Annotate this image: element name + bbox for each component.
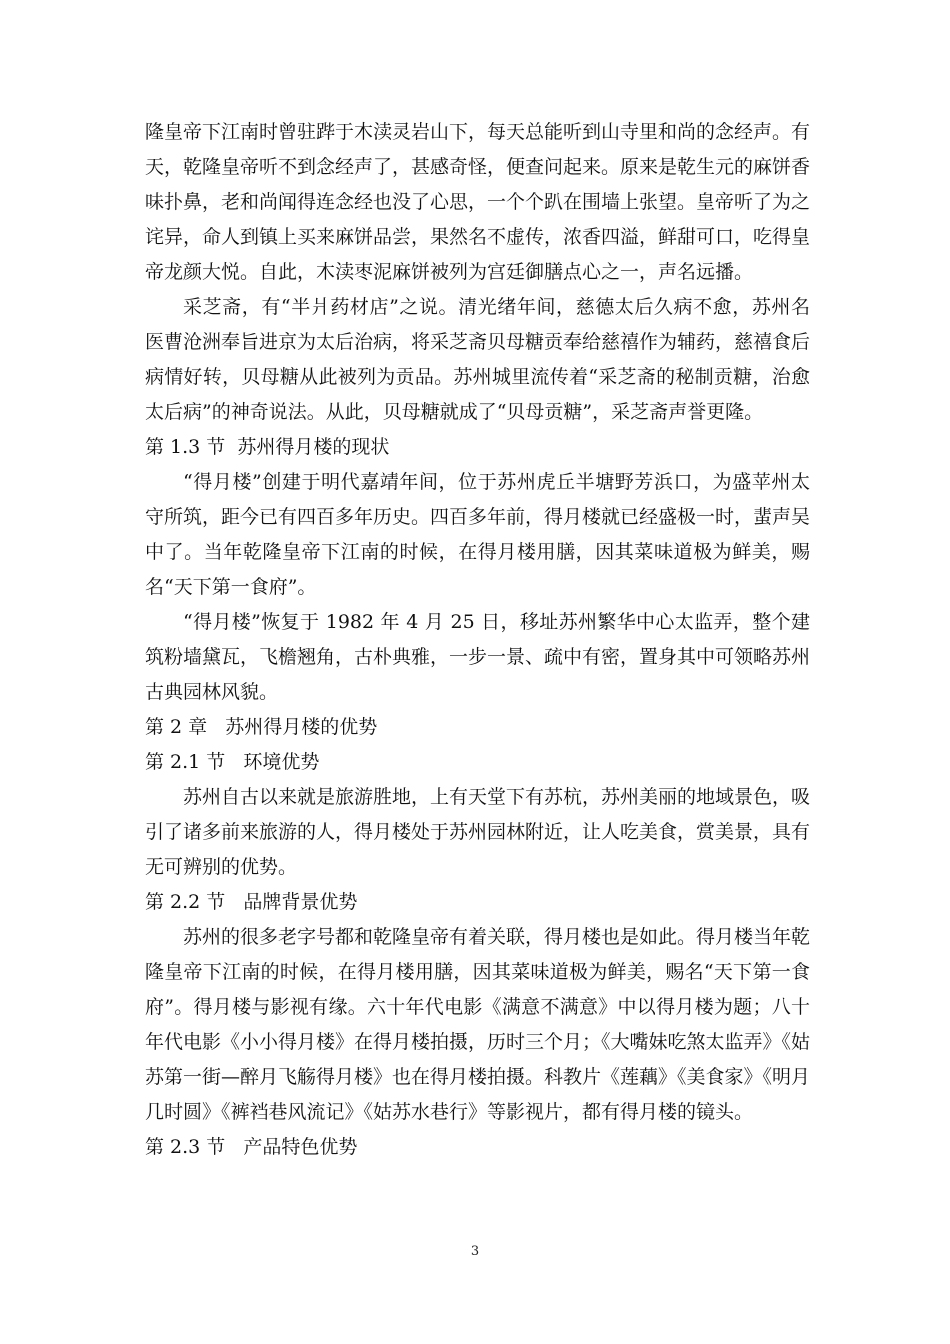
section-heading-1-3: 第 1.3 节 苏州得月楼的现状 <box>145 436 390 458</box>
paragraph-environment-advantage: 苏州自古以来就是旅游胜地，上有天堂下有苏杭，苏州美丽的地域景色，吸引了诸多前来旅游的人，得月楼处于苏州园林附近，让人吃美食，赏美景，具有无可辨别的优势。 <box>145 786 811 878</box>
section-heading-2-1: 第 2.1 节 环境优势 <box>145 751 320 773</box>
paragraph-deyuelou-history: “得月楼”创建于明代嘉靖年间，位于苏州虎丘半塘野芳浜口，为盛苹州太守所筑，距今已有四百多年历史。四百多年前，得月楼就已经盛极一时，蜚声吴中了。当年乾隆皇帝下江南的时候，在得月楼用膳，因其菜味道极为鲜美，赐名“天下第一食府”。 <box>145 471 811 598</box>
paragraph-brand-advantage: 苏州的很多老字号都和乾隆皇帝有着关联，得月楼也是如此。得月楼当年乾隆皇帝下江南的时候，在得月楼用膳，因其菜味道极为鲜美，赐名“天下第一食府”。得月楼与影视有缘。六十年代电影《满意不满意》中以得月楼为题；八十年代电影《小小得月楼》在得月楼拍摄，历时三个月；《大嘴妹吃煞太监弄》《姑苏第一街—醉月飞觞得月楼》也在得月楼拍摄。科教片《莲藕》《美食家》《明月几时圆》《裤裆巷风流记》《姑苏水巷行》等影视片，都有得月楼的镜头。 <box>145 926 811 1123</box>
chapter-heading-2: 第 2 章 苏州得月楼的优势 <box>145 716 378 738</box>
paragraph-caizhizhai: 采芝斋，有“半爿药材店”之说。清光绪年间，慈德太后久病不愈，苏州名医曹沧洲奉旨进京为太后治病，将采芝斋贝母糖贡奉给慈禧作为辅药，慈禧食后病情好转，贝母糖从此被列为贡品。苏州城里流传着“采芝斋的秘制贡糖，治愈太后病”的神奇说法。从此，贝母糖就成了“贝母贡糖”，采芝斋声誉更隆。 <box>145 296 811 423</box>
page-number: 3 <box>470 1244 480 1259</box>
document-body <box>145 115 810 1165</box>
section-heading-2-3: 第 2.3 节 产品特色优势 <box>145 1136 358 1158</box>
paragraph-qianlong-mabing: 隆皇帝下江南时曾驻跸于木渎灵岩山下，每天总能听到山寺里和尚的念经声。有天，乾隆皇帝听不到念经声了，甚感奇怪，便查问起来。原来是乾生元的麻饼香味扑鼻，老和尚闻得连念经也没了心思，一个个趴在围墙上张望。皇帝听了为之诧异，命人到镇上买来麻饼品尝，果然名不虚传，浓香四溢，鲜甜可口，吃得皇帝龙颜大悦。自此，木渎枣泥麻饼被列为宫廷御膳点心之一，声名远播。 <box>145 121 811 283</box>
paragraph-deyuelou-restoration: “得月楼”恢复于 1982 年 4 月 25 日，移址苏州繁华中心太监弄，整个建筑粉墙黛瓦，飞檐翘角，古朴典雅，一步一景、疏中有密，置身其中可领略苏州古典园林风貌。 <box>145 611 811 703</box>
section-heading-2-2: 第 2.2 节 品牌背景优势 <box>145 891 358 913</box>
